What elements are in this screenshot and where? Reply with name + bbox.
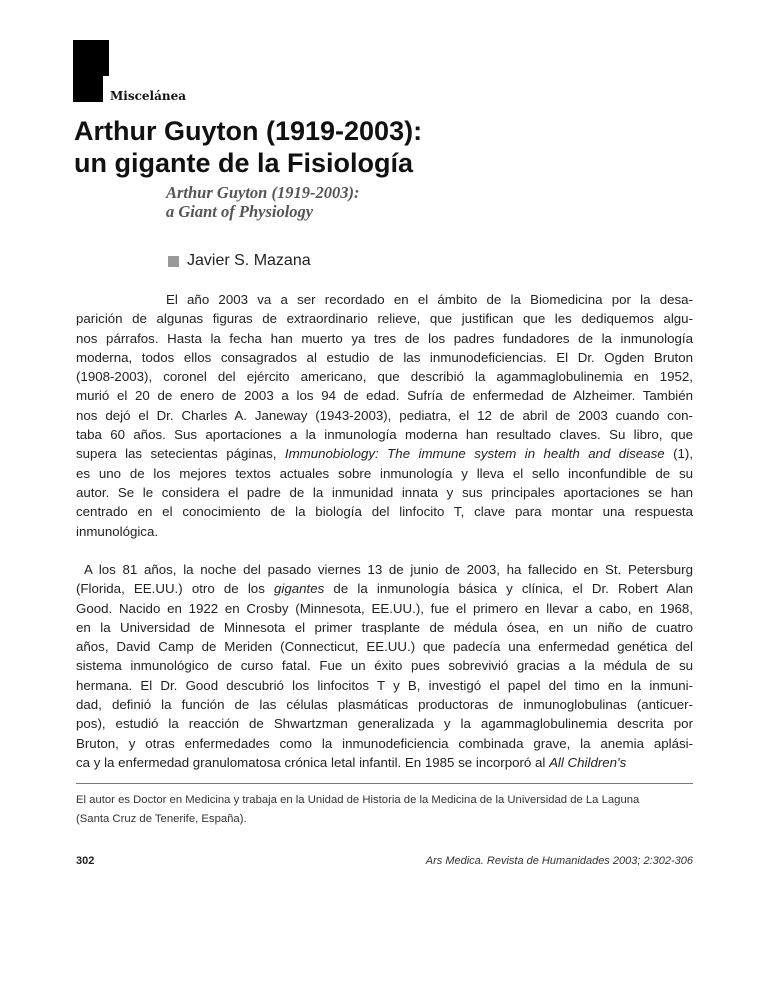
text-segment: en la Universidad de Minnesota el primer trasplante de médula ósea, en un niño de cuatro [76, 619, 693, 635]
italic-text: Immunobiology: The immune system in health and disease [284, 446, 665, 462]
text-line [76, 425, 693, 444]
text-segment: (Florida, EE.UU.) otro de los [76, 581, 274, 597]
article-subtitle [166, 183, 359, 221]
text-segment: nos dejó el Dr. Charles A. Janeway (1943-2003), pediatra, el 12 de abril de 2003 cuando con- [76, 407, 693, 423]
text-line [76, 290, 693, 309]
text-segment: centrado en el conocimiento de la biología del linfocito T, clave para montar una respuesta [76, 504, 693, 520]
text-segment: años, David Camp de Meriden (Connecticut, EE.UU.) que padecía una enfermedad genética del [76, 639, 693, 655]
footnote-line: El autor es Doctor en Medicina y trabaja en la Unidad de Historia de la Medicina de la Universidad de La Laguna [76, 794, 640, 806]
text-segment: moderna, todos ellos consagrados al estudio de las inmunodeficiencias. El Dr. Ogden Bruton [76, 349, 693, 365]
text-line [76, 676, 693, 695]
text-line [76, 695, 693, 714]
text-line [76, 753, 693, 772]
text-line [76, 309, 693, 328]
text-line [76, 386, 693, 405]
text-line [76, 618, 693, 637]
text-segment: murió el 20 de enero de 2003 a los 94 de edad. Sufría de enfermedad de Alzheimer. También [76, 388, 693, 404]
text-line [76, 522, 693, 541]
author-name: Javier S. Mazana [187, 252, 311, 269]
footnote-divider [76, 783, 693, 784]
article-title [74, 115, 422, 179]
text-segment: dad, definió la función de las células plasmáticas productoras de inmunoglobulinas (anticuer- [76, 697, 693, 713]
text-line [76, 348, 693, 367]
text-segment: supera las setecientas páginas, [76, 446, 285, 462]
text-line [76, 734, 693, 753]
text-segment: parición de algunas figuras de extraordinario relieve, que justifican que les dediquemos algu- [76, 311, 693, 327]
italic-text: All Children's [549, 754, 627, 770]
text-line [76, 637, 693, 656]
footnote-line: (Santa Cruz de Tenerife, España). [76, 813, 247, 825]
text-segment: de la inmunología básica y clínica, el Dr. Robert Alan [324, 581, 693, 597]
text-segment: pos), estudió la reacción de Shwartzman generalizada y la agammaglobulinemia descrita por [76, 716, 693, 732]
subtitle-line: a Giant of Physiology [166, 202, 314, 221]
page-number: 302 [76, 855, 95, 867]
text-line [76, 502, 693, 521]
text-segment: Good. Nacido en 1922 en Crosby (Minnesota, EE.UU.), fue el primero en llevar a cabo, en 1968, [76, 600, 693, 616]
text-line [76, 599, 693, 618]
title-line: Arthur Guyton (1919-2003): [74, 116, 423, 146]
author-byline [168, 252, 311, 270]
footnote [76, 791, 693, 829]
text-segment: Bruton, y otras enfermedades como la inmunodeficiencia combinada grave, la anemia aplási- [76, 735, 693, 751]
text-line [76, 329, 693, 348]
section-marker-square-lower [73, 76, 103, 102]
text-line [76, 579, 693, 598]
italic-text: gigantes [274, 581, 325, 597]
journal-citation: Ars Medica. Revista de Humanidades 2003; 2:302-306 [425, 855, 693, 867]
text-line [76, 464, 693, 483]
text-segment: taba 60 años. Sus aportaciones a la inmunología moderna han resultado claves. Su libro, que [76, 427, 693, 443]
text-segment: nos párrafos. Hasta la fecha han muerto ya tres de los padres fundadores de la inmunología [76, 330, 693, 346]
text-segment: es uno de los mejores textos actuales sobre inmunología y lleva el sello inconfundible de su [76, 465, 693, 481]
section-marker-square [73, 40, 109, 76]
author-bullet-icon [168, 256, 179, 267]
paragraph-2 [76, 560, 693, 772]
text-segment: A los 81 años, la noche del pasado viernes 13 de junio de 2003, ha fallecido en St. Petersburg [84, 562, 693, 577]
text-segment: ca y la enfermedad granulomatosa crónica letal infantil. En 1985 se incorporó al [76, 754, 550, 770]
text-line [76, 714, 693, 733]
text-line [76, 560, 693, 579]
text-segment: inmunológica. [76, 523, 159, 539]
title-line: un gigante de la Fisiología [74, 148, 414, 178]
text-line [76, 656, 693, 675]
text-line [76, 406, 693, 425]
text-line [76, 444, 693, 463]
text-segment: (1), [664, 446, 694, 462]
text-segment: autor. Se le considera el padre de la inmunidad innata y sus principales aportaciones se han [76, 484, 693, 500]
text-segment: hermana. El Dr. Good descubrió los linfocitos T y B, investigó el papel del timo en la inmuni- [76, 677, 693, 693]
text-segment: sistema inmunológico de curso fatal. Fue un éxito pues sobrevivió gracias a la médula de su [76, 658, 693, 674]
text-segment: (1908-2003), coronel del ejército americano, que describió la agammaglobulinemia en 1952, [76, 369, 693, 385]
text-line [76, 483, 693, 502]
section-label: Miscelánea [110, 89, 187, 103]
text-segment: El año 2003 va a ser recordado en el ámbito de la Biomedicina por la desa- [166, 292, 693, 307]
text-line [76, 367, 693, 386]
paragraph-1 [76, 290, 693, 541]
subtitle-line: Arthur Guyton (1919-2003): [166, 183, 360, 202]
